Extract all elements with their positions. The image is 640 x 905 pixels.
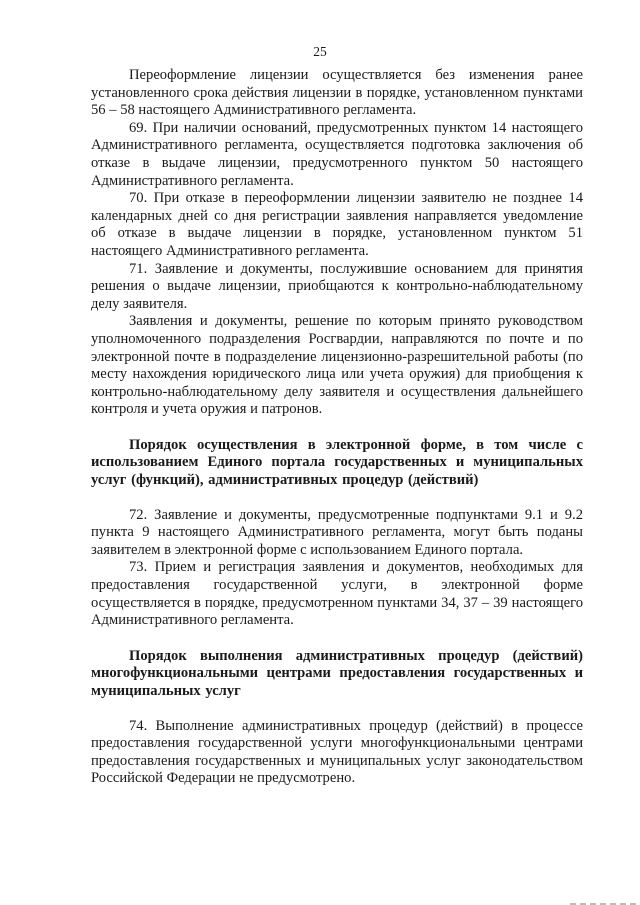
page-number: 25 bbox=[313, 44, 327, 59]
section-heading-mfc: Порядок выполнения административных процедур (действий) многофункциональными центрами предоставления государственных и муниципальных услуг bbox=[91, 647, 583, 699]
paragraph-72: 72. Заявление и документы, предусмотренные подпунктами 9.1 и 9.2 пункта 9 настоящего Административного регламента, могут быть поданы заявителем в электронной форме с использованием Единого портала. bbox=[91, 506, 583, 558]
document-body bbox=[91, 67, 583, 788]
paragraph-71-continued: Заявления и документы, решение по которым принято руководством уполномоченного подразделения Росгвардии, направляются по почте и по электронной почте в подразделение лицензионно-разрешительной работы (по месту нахождения юридического лица или учета оружия) для приобщения к контрольно-наблюдательному делу заявителя и осуществления дальнейшего контроля и учета оружия и патронов. bbox=[91, 313, 583, 418]
paragraph-73: 73. Прием и регистрация заявления и документов, необходимых для предоставления государственной услуги, в электронной форме осуществляется в порядке, предусмотренном пунктами 34, 37 – 39 настоящего Административного регламента. bbox=[91, 559, 583, 629]
section-heading-electronic-form: Порядок осуществления в электронной форме, в том числе с использованием Единого портала государственных и муниципальных услуг (функций), административных процедур (действий) bbox=[91, 436, 583, 489]
paragraph-reissue-term: Переоформление лицензии осуществляется без изменения ранее установленного срока действия лицензии в порядке, установленном пунктами 56 – 58 настоящего Административного регламента. bbox=[91, 67, 583, 119]
paragraph-69: 69. При наличии оснований, предусмотренных пунктом 14 настоящего Административного регламента, осуществляется подготовка заключения об отказе в выдаче лицензии, предусмотренного пунктом 50 настоящего Административного регламента. bbox=[91, 119, 583, 189]
paragraph-71: 71. Заявление и документы, послужившие основанием для принятия решения о выдаче лицензии, приобщаются к контрольно-наблюдательному делу заявителя. bbox=[91, 260, 583, 312]
paragraph-74: 74. Выполнение административных процедур (действий) в процессе предоставления государственной услуги многофункциональными центрами предоставления государственных и муниципальных услуг законодательством Российской Федерации не предусмотрено. bbox=[91, 717, 583, 787]
paragraph-70: 70. При отказе в переоформлении лицензии заявителю не позднее 14 календарных дней со дня регистрации заявления направляется уведомление об отказе в выдаче лицензии в порядке, установленном пунктом 51 настоящего Административного регламента. bbox=[91, 190, 583, 259]
